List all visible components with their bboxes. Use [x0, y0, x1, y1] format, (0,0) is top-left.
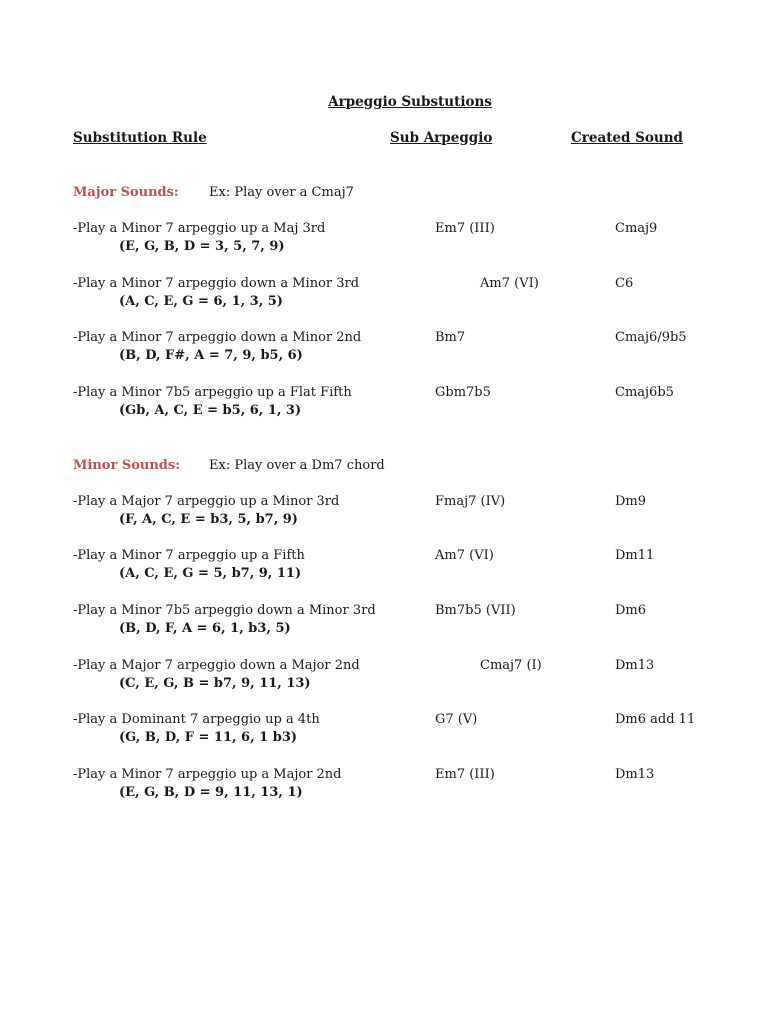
- major-row: [73, 276, 753, 312]
- minor-row: [73, 548, 753, 584]
- minor-row: [73, 494, 753, 530]
- minor-row: [73, 658, 753, 694]
- row-sound: Cmaj6/9b5: [615, 330, 687, 345]
- row-sound: Dm6: [615, 603, 647, 618]
- document-title: Arpeggio Substutions: [328, 94, 492, 110]
- minor-sounds-label: Minor Sounds:: [73, 458, 180, 473]
- header-substitution-rule: Substitution Rule: [73, 130, 207, 146]
- row-sound: Cmaj9: [615, 221, 658, 236]
- row-detail: (B, D, F, A = 6, 1, b3, 5): [119, 621, 291, 636]
- row-rule: -Play a Minor 7 arpeggio down a Minor 2nd: [73, 330, 362, 345]
- row-rule: -Play a Minor 7 arpeggio up a Major 2nd: [73, 767, 342, 782]
- row-arpeggio: Em7 (III): [435, 767, 495, 782]
- row-rule: -Play a Minor 7b5 arpeggio up a Flat Fifth: [73, 385, 352, 400]
- minor-row: [73, 767, 753, 803]
- row-detail: (B, D, F#, A = 7, 9, b5, 6): [119, 348, 303, 363]
- row-arpeggio: Bm7b5 (VII): [435, 603, 516, 618]
- row-arpeggio: Em7 (III): [435, 221, 495, 236]
- row-rule: -Play a Minor 7 arpeggio up a Maj 3rd: [73, 221, 326, 236]
- row-sound: Dm11: [615, 548, 655, 563]
- row-rule: -Play a Minor 7 arpeggio up a Fifth: [73, 548, 305, 563]
- major-sounds-label: Major Sounds:: [73, 185, 179, 200]
- row-detail: (C, E, G, B = b7, 9, 11, 13): [119, 676, 311, 691]
- row-detail: (Gb, A, C, E = b5, 6, 1, 3): [119, 403, 302, 418]
- row-detail: (A, C, E, G = 6, 1, 3, 5): [119, 294, 283, 309]
- row-rule: -Play a Major 7 arpeggio up a Minor 3rd: [73, 494, 340, 509]
- row-arpeggio: Cmaj7 (I): [480, 658, 542, 673]
- major-row: [73, 221, 753, 257]
- header-sub-arpeggio: Sub Arpeggio: [390, 130, 493, 146]
- row-detail: (F, A, C, E = b3, 5, b7, 9): [119, 512, 298, 527]
- row-sound: Cmaj6b5: [615, 385, 674, 400]
- row-sound: C6: [615, 276, 634, 291]
- row-sound: Dm13: [615, 767, 655, 782]
- minor-row: [73, 712, 753, 748]
- row-rule: -Play a Minor 7b5 arpeggio down a Minor 3rd: [73, 603, 376, 618]
- header-created-sound: Created Sound: [571, 130, 683, 146]
- row-arpeggio: Fmaj7 (IV): [435, 494, 506, 509]
- row-sound: Dm13: [615, 658, 655, 673]
- row-sound: Dm9: [615, 494, 647, 509]
- major-row: [73, 330, 753, 366]
- row-detail: (E, G, B, D = 3, 5, 7, 9): [119, 239, 285, 254]
- row-detail: (G, B, D, F = 11, 6, 1 b3): [119, 730, 298, 745]
- row-arpeggio: Bm7: [435, 330, 466, 345]
- row-detail: (A, C, E, G = 5, b7, 9, 11): [119, 566, 302, 581]
- minor-example: Ex: Play over a Dm7 chord: [209, 458, 385, 473]
- row-arpeggio: Am7 (VI): [435, 548, 494, 563]
- row-rule: -Play a Major 7 arpeggio down a Major 2nd: [73, 658, 360, 673]
- row-arpeggio: G7 (V): [435, 712, 478, 727]
- row-arpeggio: Gbm7b5: [435, 385, 491, 400]
- minor-row: [73, 603, 753, 639]
- row-rule: -Play a Minor 7 arpeggio down a Minor 3rd: [73, 276, 360, 291]
- row-sound: Dm6 add 11: [615, 712, 696, 727]
- row-detail: (E, G, B, D = 9, 11, 13, 1): [119, 785, 303, 800]
- major-row: [73, 385, 753, 421]
- row-arpeggio: Am7 (VI): [480, 276, 539, 291]
- row-rule: -Play a Dominant 7 arpeggio up a 4th: [73, 712, 320, 727]
- major-example: Ex: Play over a Cmaj7: [209, 185, 354, 200]
